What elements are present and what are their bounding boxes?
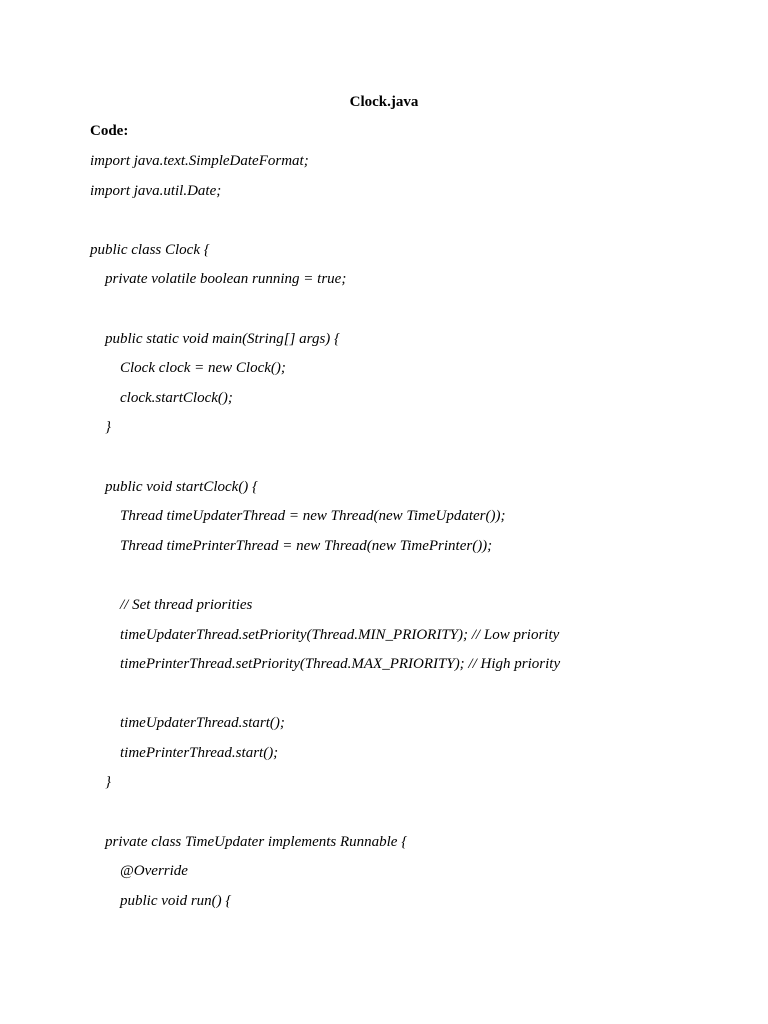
code-line: public void startClock() {: [105, 478, 259, 495]
document-title: Clock.java: [349, 94, 419, 110]
code-line: // Set thread priorities: [120, 596, 253, 613]
code-line: [90, 565, 710, 595]
code-line: timeUpdaterThread.start();: [120, 715, 285, 732]
code-line: clock.startClock();: [120, 389, 233, 406]
code-line: [90, 802, 710, 832]
code-line: timeUpdaterThread.setPriority(Thread.MIN_PRIORITY); // Low priority: [120, 626, 560, 643]
code-line: @Override: [120, 863, 188, 880]
code-line: public static void main(String[] args) {: [105, 330, 341, 347]
code-line: timePrinterThread.setPriority(Thread.MAX_PRIORITY); // High priority: [120, 656, 561, 673]
code-line: [90, 299, 710, 329]
code-line: [90, 684, 710, 714]
code-line: import java.text.SimpleDateFormat;: [90, 153, 309, 169]
code-line: public class Clock {: [90, 241, 210, 258]
code-line: }: [105, 419, 111, 436]
code-line: private volatile boolean running = true;: [105, 271, 347, 288]
code-line: [90, 447, 710, 477]
code-line: import java.util.Date;: [90, 182, 222, 199]
code-line: timePrinterThread.start();: [120, 744, 279, 761]
code-line: Clock clock = new Clock();: [120, 360, 286, 377]
code-line: [90, 210, 710, 240]
code-line: Thread timePrinterThread = new Thread(new TimePrinter());: [120, 537, 493, 554]
code-heading: Code:: [90, 123, 129, 139]
code-line: public void run() {: [120, 892, 232, 909]
code-line: Thread timeUpdaterThread = new Thread(new TimeUpdater());: [120, 508, 506, 525]
code-line: private class TimeUpdater implements Runnable {: [105, 833, 408, 850]
code-block: [90, 151, 710, 920]
code-line: }: [105, 774, 111, 791]
